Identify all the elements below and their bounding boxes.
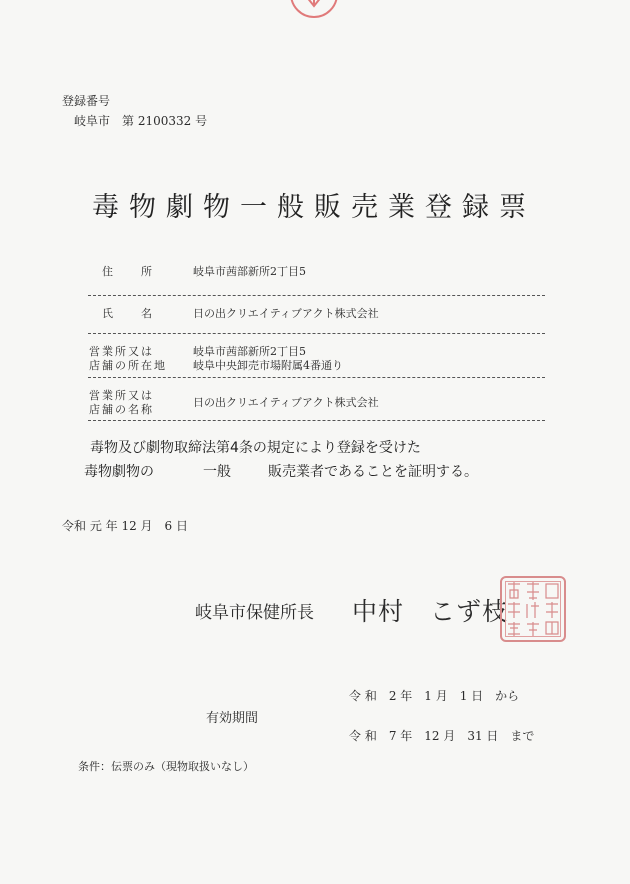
issuer-title: 岐阜市保健所長 xyxy=(195,603,314,623)
validity-label: 有効期間 xyxy=(206,711,259,726)
field-value-shopname: 日の出クリエイティブアクト株式会社 xyxy=(193,396,379,409)
condition-note: 条件：伝票のみ（現物取扱いなし） xyxy=(78,760,254,773)
issue-date: 令和 元 年 12 月 6 日 xyxy=(62,519,188,533)
divider xyxy=(88,420,545,421)
issuer-name: 中村 こず枝 xyxy=(352,597,509,626)
field-label-name: 氏 名 xyxy=(102,307,154,320)
field-label-location-2: 店舗の所在地 xyxy=(89,359,167,372)
certification-line-2a: 毒物劇物の xyxy=(84,464,154,480)
registration-number: 岐阜市 第 2100332 号 xyxy=(74,114,208,128)
validity-from: 令 和 2 年 1 月 1 日 から xyxy=(349,689,520,703)
field-value-location-2: 岐阜中央卸売市場附属4番通り xyxy=(193,359,343,372)
divider xyxy=(88,333,545,334)
field-label-location-1: 営業所又は xyxy=(89,345,154,358)
top-seal-icon xyxy=(290,0,338,18)
divider xyxy=(88,295,545,296)
certification-line-2c: 販売業者であることを証明する。 xyxy=(268,464,478,480)
field-value-address: 岐阜市茜部新所2丁目5 xyxy=(193,265,306,278)
certification-line-2b: 一般 xyxy=(203,464,231,480)
field-value-location-1: 岐阜市茜部新所2丁目5 xyxy=(193,345,306,358)
field-value-name: 日の出クリエイティブアクト株式会社 xyxy=(193,307,379,320)
certification-line-1: 毒物及び劇物取締法第4条の規定により登録を受けた xyxy=(90,440,421,456)
field-label-address: 住 所 xyxy=(102,265,154,278)
page-title: 毒物劇物一般販売業登録票 xyxy=(92,192,536,223)
divider xyxy=(88,377,545,378)
registration-label: 登録番号 xyxy=(62,94,111,108)
field-label-shopname-1: 営業所又は xyxy=(89,389,154,402)
field-label-shopname-2: 店舗の名称 xyxy=(89,403,154,416)
official-seal-icon xyxy=(500,576,566,642)
validity-to: 令 和 7 年 12 月 31 日 まで xyxy=(349,729,535,743)
